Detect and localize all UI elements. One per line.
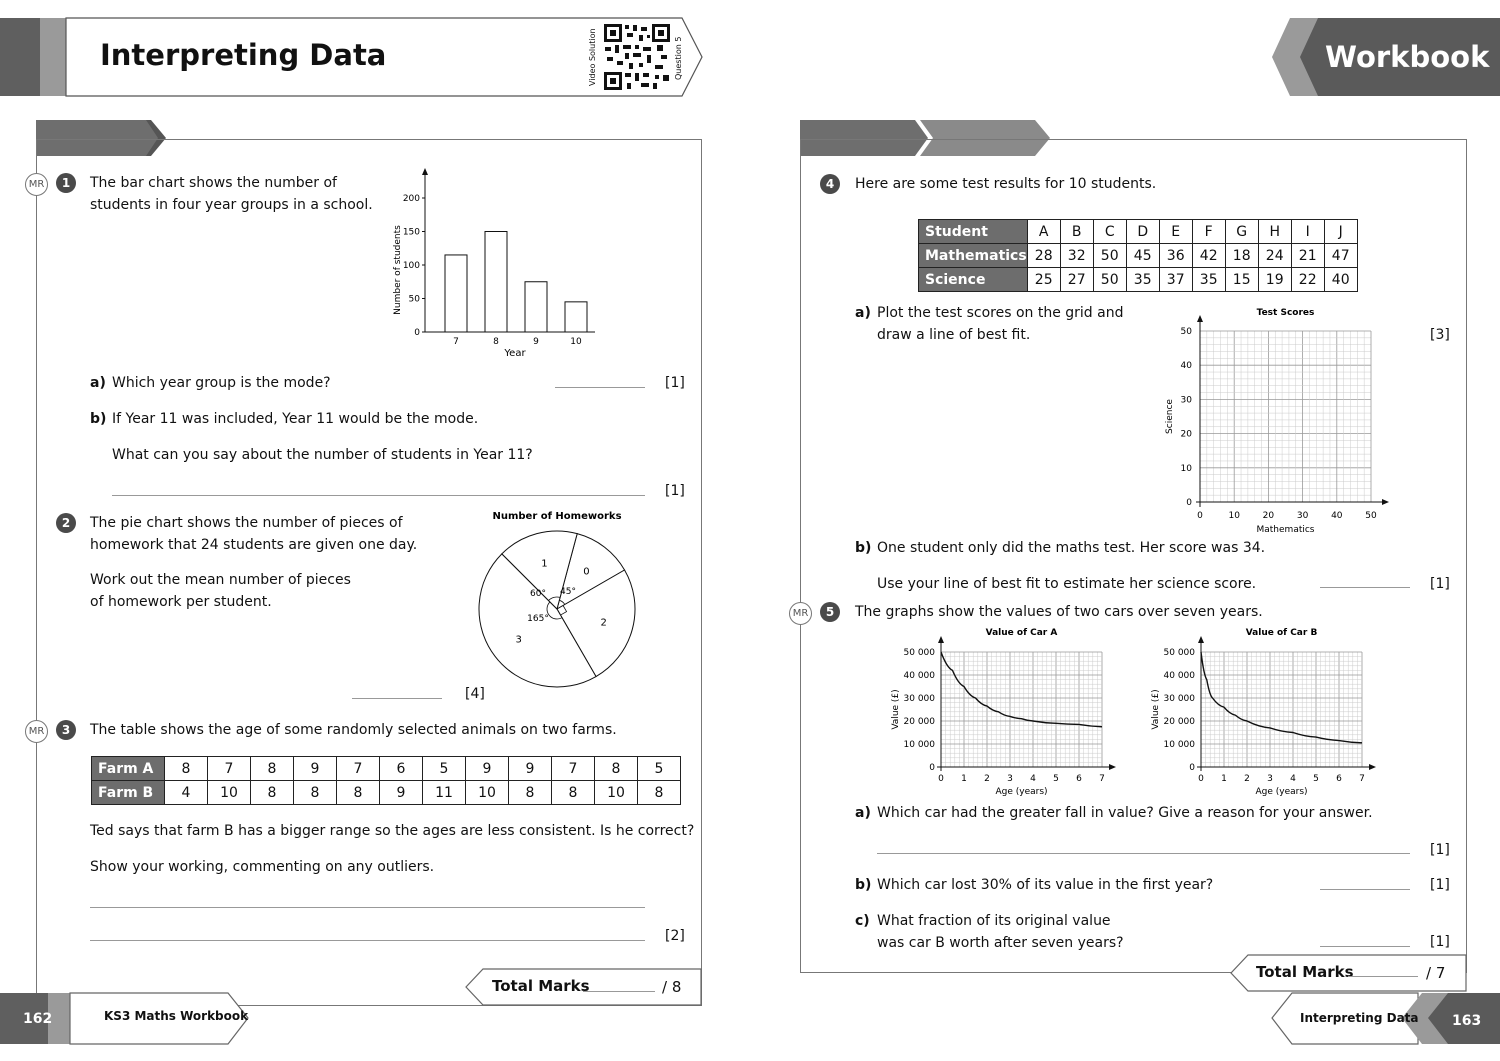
table-cell: H [1258, 220, 1291, 244]
x-tick-label: 0 [938, 774, 944, 784]
table-cell: E [1159, 220, 1192, 244]
y-axis-label: Science [1165, 399, 1175, 434]
x-tick-label: 5 [1313, 774, 1319, 784]
qr-code-icon[interactable] [603, 23, 671, 91]
mark-label: [1] [665, 483, 685, 499]
bar [485, 232, 507, 333]
x-axis-label: Mathematics [1256, 525, 1315, 535]
answer-line[interactable] [352, 698, 442, 699]
chart-title: Value of Car B [1245, 628, 1318, 638]
table-cell: 6 [380, 757, 423, 781]
question-3-text-2: Ted says that farm B has a bigger range so the ages are less consistent. Is he correct? [90, 823, 695, 839]
bar [525, 282, 547, 332]
question-number: 2 [56, 513, 76, 533]
y-tick-label: 50 [408, 294, 420, 305]
y-tick-label: 40 000 [903, 671, 935, 681]
question-5a-text: Which car had the greater fall in value? Give a reason for your answer. [877, 805, 1373, 821]
total-marks-value: / 7 [1426, 964, 1446, 982]
table-cell: 19 [1258, 268, 1291, 292]
y-tick-label: 30 [1180, 395, 1192, 406]
x-tick-label: 50 [1365, 511, 1377, 521]
y-tick-label: 10 [1180, 463, 1192, 474]
table-cell: 5 [423, 757, 466, 781]
y-tick-label: 40 [1180, 361, 1192, 372]
table-cell: 35 [1192, 268, 1225, 292]
page-number: 162 [23, 1011, 53, 1027]
x-tick-label: 5 [1053, 774, 1059, 784]
mark-label: [1] [1430, 877, 1450, 893]
x-axis-arrow [1382, 499, 1389, 505]
table-cell: 11 [423, 781, 466, 805]
table-cell: 9 [466, 757, 509, 781]
question-1b-text-2: What can you say about the number of students in Year 11? [112, 447, 533, 463]
y-axis-arrow [1198, 636, 1204, 643]
x-tick-label: 7 [453, 337, 459, 347]
chart-title: Value of Car A [985, 628, 1058, 638]
question-1a-text: Which year group is the mode? [112, 375, 331, 391]
table-cell: 50 [1093, 268, 1126, 292]
table-cell: 10 [466, 781, 509, 805]
y-tick-label: 200 [402, 194, 420, 204]
table-cell: 25 [1027, 268, 1060, 292]
answer-line[interactable] [90, 907, 645, 908]
x-tick-label: 30 [1296, 511, 1309, 521]
table-cell: 18 [1225, 244, 1258, 268]
part-label: a) [855, 305, 871, 321]
total-marks-value: / 8 [662, 978, 682, 996]
y-tick-label: 20 000 [1163, 717, 1195, 727]
question-number: 1 [56, 173, 76, 193]
table-cell: 36 [1159, 244, 1192, 268]
table-cell: 4 [165, 781, 208, 805]
x-tick-label: 1 [961, 774, 967, 784]
y-tick-label: 10 000 [903, 740, 935, 750]
table-cell: 45 [1126, 244, 1159, 268]
table-cell: 8 [251, 781, 294, 805]
table-cell: 8 [251, 757, 294, 781]
x-axis-label: Age (years) [995, 787, 1048, 797]
angle-label: 60° [530, 589, 546, 599]
x-tick-label: 6 [1336, 774, 1342, 784]
answer-line[interactable] [1320, 587, 1410, 588]
table-row [92, 781, 681, 805]
question-1-text-line-1: The bar chart shows the number of [90, 175, 337, 191]
y-tick-label: 0 [414, 328, 420, 338]
row-header: Mathematics [919, 244, 1028, 268]
table-cell: 24 [1258, 244, 1291, 268]
slice-label: 1 [541, 558, 548, 570]
y-axis-label: Value (£) [891, 689, 901, 730]
car-b-value-chart [1140, 622, 1385, 800]
table-cell: 32 [1060, 244, 1093, 268]
x-tick-label: 2 [1244, 774, 1250, 784]
mark-label: [4] [465, 686, 485, 702]
table-cell: 9 [380, 781, 423, 805]
x-tick-label: 2 [984, 774, 990, 784]
x-axis-label: Year [504, 348, 526, 359]
part-label: b) [855, 540, 872, 556]
mr-badge: MR [25, 720, 48, 743]
table-cell: 37 [1159, 268, 1192, 292]
chart-title: Number of Homeworks [492, 511, 622, 522]
y-tick-label: 30 000 [903, 694, 935, 704]
bar [565, 302, 587, 332]
answer-line[interactable] [1320, 889, 1410, 890]
y-tick-label: 20 [1180, 429, 1192, 440]
x-tick-label: 3 [1007, 774, 1013, 784]
row-header: Science [919, 268, 1028, 292]
table-cell: 8 [595, 757, 638, 781]
table-cell: 8 [294, 781, 337, 805]
table-cell: 9 [509, 757, 552, 781]
question-2-text-line-3: Work out the mean number of pieces [90, 572, 351, 588]
question-5-text: The graphs show the values of two cars over seven years. [855, 604, 1263, 620]
question-5b-text: Which car lost 30% of its value in the first year? [877, 877, 1214, 893]
workbook-title: Workbook [1325, 40, 1490, 74]
section-title: Interpreting Data [1300, 1011, 1419, 1025]
table-cell: 8 [165, 757, 208, 781]
question-2-text-line-1: The pie chart shows the number of pieces of [90, 515, 403, 531]
y-tick-label: 10 000 [1163, 740, 1195, 750]
table-cell: 7 [208, 757, 251, 781]
y-tick-label: 50 000 [1163, 648, 1195, 658]
x-tick-label: 7 [1359, 774, 1365, 784]
x-tick-label: 6 [1076, 774, 1082, 784]
y-tick-label: 50 [1180, 327, 1192, 337]
question-2-text-line-2: homework that 24 students are given one day. [90, 537, 418, 553]
part-label: b) [90, 411, 107, 427]
y-axis-arrow [938, 636, 944, 643]
x-tick-label: 7 [1099, 774, 1105, 784]
table-cell: 21 [1291, 244, 1324, 268]
bar-chart [385, 162, 615, 362]
question-5c-text-line-2: was car B worth after seven years? [877, 935, 1124, 951]
value-curve [941, 652, 1102, 727]
x-axis-arrow [1369, 764, 1376, 770]
row-header: Farm A [92, 757, 165, 781]
table-cell: 10 [208, 781, 251, 805]
row-header: Farm B [92, 781, 165, 805]
y-tick-label: 30 000 [1163, 694, 1195, 704]
table-cell: C [1093, 220, 1126, 244]
table-cell: 7 [552, 757, 595, 781]
x-tick-label: 20 [1262, 511, 1275, 521]
y-tick-label: 20 000 [903, 717, 935, 727]
question-1b-text: If Year 11 was included, Year 11 would be the mode. [112, 411, 479, 427]
table-cell: G [1225, 220, 1258, 244]
question-4-text: Here are some test results for 10 students. [855, 176, 1157, 192]
x-tick-label: 4 [1030, 774, 1036, 784]
x-tick-label: 10 [570, 337, 582, 347]
question-4b-text: One student only did the maths test. Her score was 34. [877, 540, 1266, 556]
angle-label: 45° [560, 587, 576, 597]
table-cell: 7 [337, 757, 380, 781]
page-title: Interpreting Data [100, 38, 387, 72]
farm-age-table [91, 756, 681, 805]
slice-label: 0 [583, 566, 590, 578]
part-label: a) [855, 805, 871, 821]
x-tick-label: 1 [1221, 774, 1227, 784]
y-axis-arrow [1197, 315, 1203, 322]
table-cell: 8 [638, 781, 681, 805]
question-label: Question 5 [674, 36, 683, 80]
x-tick-label: 0 [1197, 511, 1203, 521]
table-cell: 15 [1225, 268, 1258, 292]
table-cell: 50 [1093, 244, 1126, 268]
y-axis-arrow [422, 168, 428, 175]
mr-badge: MR [789, 602, 812, 625]
table-cell: 40 [1324, 268, 1357, 292]
table-cell: 8 [509, 781, 552, 805]
table-cell: 35 [1126, 268, 1159, 292]
pie-chart [470, 505, 645, 695]
question-4a-text-line-1: Plot the test scores on the grid and [877, 305, 1124, 321]
part-label: c) [855, 913, 870, 929]
table-cell: 28 [1027, 244, 1060, 268]
question-3-text-3: Show your working, commenting on any outliers. [90, 859, 435, 875]
x-axis-label: Age (years) [1255, 787, 1308, 797]
table-cell: J [1324, 220, 1357, 244]
bar [445, 255, 467, 332]
table-row [919, 268, 1358, 292]
row-header: Student [919, 220, 1028, 244]
table-cell: 8 [337, 781, 380, 805]
table-cell: 47 [1324, 244, 1357, 268]
total-marks-label: Total Marks [1256, 963, 1354, 981]
answer-line[interactable] [112, 495, 645, 496]
table-cell: D [1126, 220, 1159, 244]
y-tick-label: 0 [1186, 498, 1192, 508]
answer-line[interactable] [1320, 946, 1410, 947]
x-tick-label: 0 [1198, 774, 1204, 784]
slice-label: 3 [515, 634, 522, 646]
mark-label: [3] [1430, 327, 1450, 343]
y-tick-label: 0 [929, 763, 935, 773]
table-cell: 42 [1192, 244, 1225, 268]
answer-line[interactable] [877, 853, 1410, 854]
total-marks-label: Total Marks [492, 977, 590, 995]
table-row [919, 244, 1358, 268]
mark-label: [2] [665, 928, 685, 944]
test-scores-grid[interactable] [1158, 303, 1393, 538]
part-label: b) [855, 877, 872, 893]
table-cell: I [1291, 220, 1324, 244]
table-row [92, 757, 681, 781]
book-title: KS3 Maths Workbook [104, 1009, 249, 1023]
x-tick-label: 9 [533, 337, 539, 347]
angle-label: 165° [527, 614, 549, 624]
question-1-text-line-2: students in four year groups in a school. [90, 197, 373, 213]
x-tick-label: 3 [1267, 774, 1273, 784]
mr-badge: MR [25, 173, 48, 196]
total-marks-line[interactable] [1348, 976, 1418, 977]
part-label: a) [90, 375, 106, 391]
table-cell: 10 [595, 781, 638, 805]
x-axis-arrow [1109, 764, 1116, 770]
question-4b-text-2: Use your line of best fit to estimate her science score. [877, 576, 1257, 592]
table-row [919, 220, 1358, 244]
y-tick-label: 0 [1189, 763, 1195, 773]
question-number: 4 [820, 174, 840, 194]
question-number: 5 [820, 602, 840, 622]
y-tick-label: 150 [402, 227, 420, 238]
table-cell: 22 [1291, 268, 1324, 292]
question-5c-text-line-1: What fraction of its original value [877, 913, 1111, 929]
video-solution-label: Video Solution [588, 28, 597, 86]
answer-line[interactable] [90, 940, 645, 941]
slice-label: 2 [600, 617, 607, 629]
table-cell: B [1060, 220, 1093, 244]
table-cell: F [1192, 220, 1225, 244]
answer-line[interactable] [555, 387, 645, 388]
mark-label: [1] [665, 375, 685, 391]
y-axis-label: Number of students [393, 225, 403, 315]
y-tick-label: 50 000 [903, 648, 935, 658]
question-number: 3 [56, 720, 76, 740]
question-2-text-line-4: of homework per student. [90, 594, 272, 610]
question-4a-text-line-2: draw a line of best fit. [877, 327, 1031, 343]
table-cell: 5 [638, 757, 681, 781]
y-tick-label: 40 000 [1163, 671, 1195, 681]
table-cell: 9 [294, 757, 337, 781]
y-tick-label: 100 [402, 261, 420, 271]
test-results-table [918, 219, 1358, 292]
x-tick-label: 4 [1290, 774, 1296, 784]
car-a-value-chart [880, 622, 1125, 800]
table-cell: 8 [552, 781, 595, 805]
x-tick-label: 8 [493, 337, 499, 347]
mark-label: [1] [1430, 842, 1450, 858]
question-3-text: The table shows the age of some randomly selected animals on two farms. [90, 722, 617, 738]
chart-title: Test Scores [1256, 308, 1315, 318]
page-number: 163 [1452, 1013, 1482, 1029]
mark-label: [1] [1430, 576, 1450, 592]
y-axis-label: Value (£) [1151, 689, 1161, 730]
mark-label: [1] [1430, 934, 1450, 950]
x-tick-label: 10 [1228, 511, 1240, 521]
table-cell: A [1027, 220, 1060, 244]
table-cell: 27 [1060, 268, 1093, 292]
x-tick-label: 40 [1331, 511, 1343, 521]
